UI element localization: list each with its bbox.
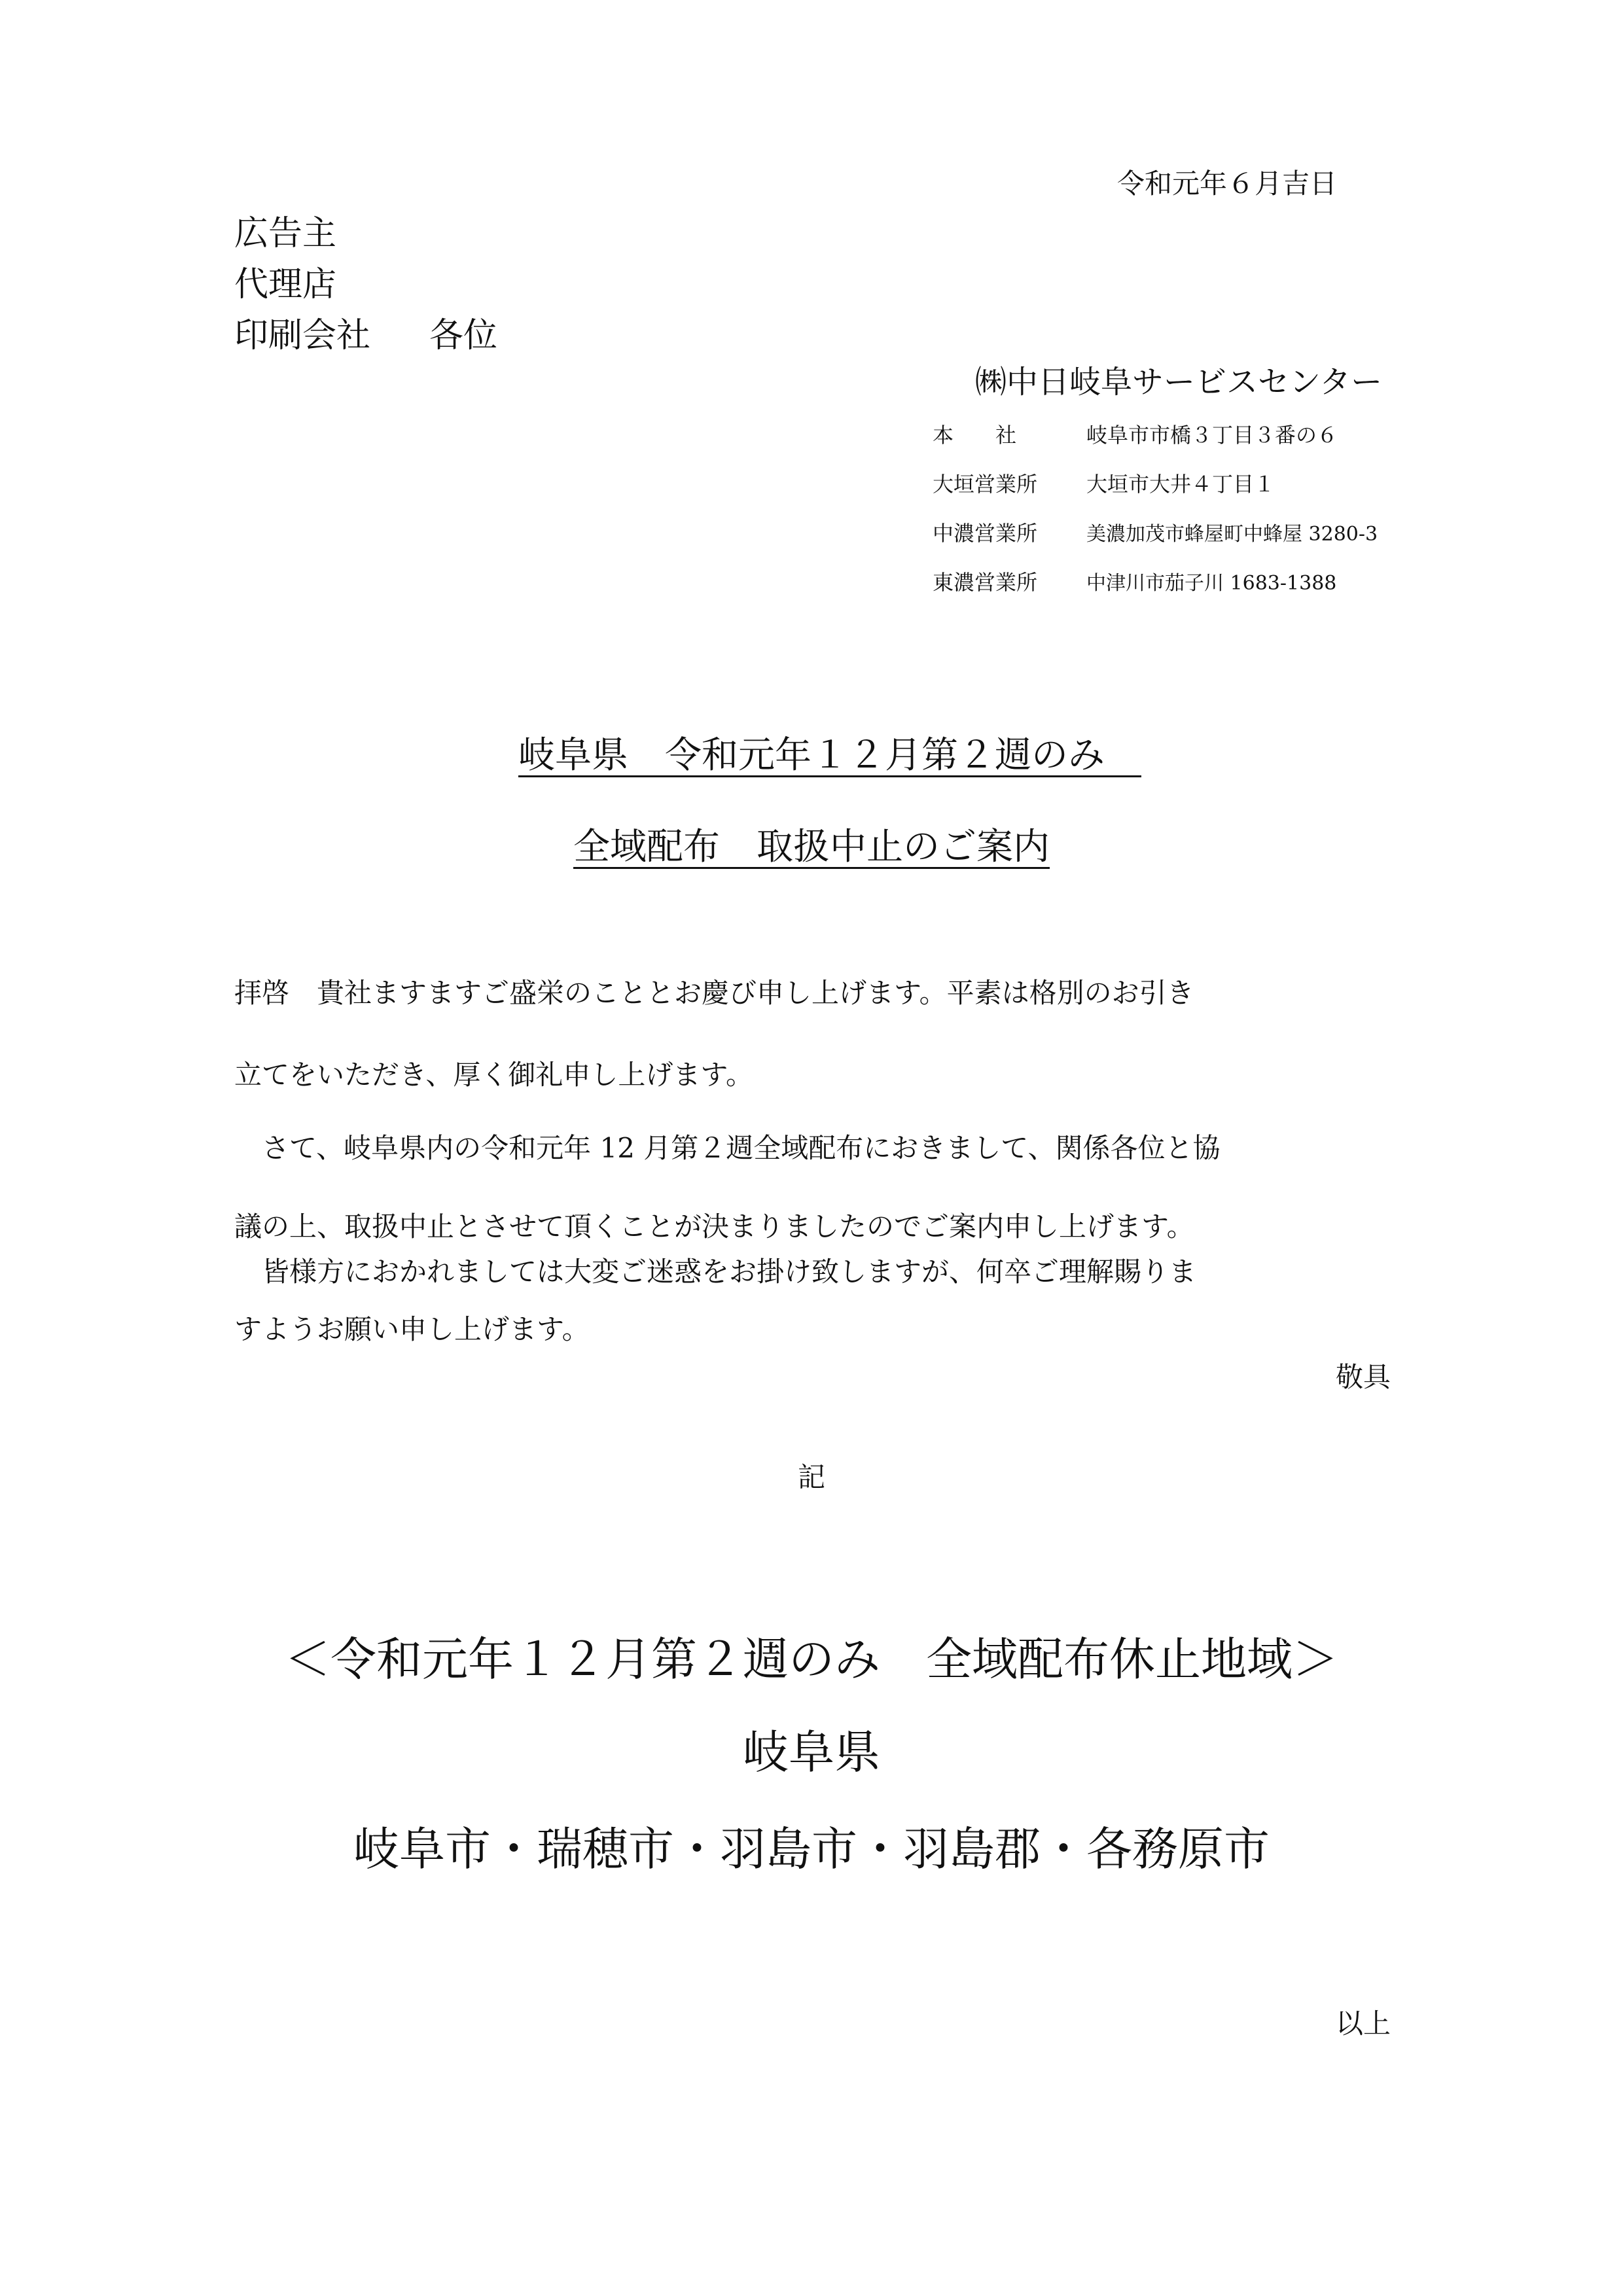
company-name: ㈱中日岐阜サービスセンター bbox=[975, 364, 1383, 400]
paragraph-announcement bbox=[234, 1109, 1399, 1266]
notice-heading: ＜令和元年１２月第２週のみ 全域配布休止地域＞ bbox=[285, 1633, 1338, 1686]
office-list bbox=[933, 409, 1378, 605]
paragraph-line: 立てをいただき、厚く御礼申し上げます。 bbox=[234, 1059, 753, 1091]
office-name: 東濃営業所 bbox=[933, 569, 1038, 595]
paragraph-line: 皆様方におかれましては大変ご迷惑をお掛け致しますが、何卒ご理解賜りま bbox=[234, 1256, 1197, 1288]
recipient-advertiser: 広告主 bbox=[234, 214, 337, 253]
office-row bbox=[933, 458, 1378, 507]
office-row bbox=[933, 556, 1378, 605]
paragraph-line: さて、岐阜県内の令和元年 12 月第２週全域配布におきまして、関係各位と協 bbox=[234, 1132, 1221, 1164]
issue-date: 令和元年６月吉日 bbox=[1116, 168, 1337, 200]
recipient-agency: 代理店 bbox=[234, 265, 337, 304]
office-address: 岐阜市市橋３丁目３番の６ bbox=[1086, 422, 1338, 448]
notice-prefecture: 岐阜県 bbox=[743, 1725, 880, 1779]
paragraph-line: すようお願い申し上げます。 bbox=[234, 1313, 590, 1345]
paragraph-greeting bbox=[234, 952, 1399, 1116]
paragraph-line: 議の上、取扱中止とさせて頂くことが決まりましたのでご案内申し上げます。 bbox=[234, 1210, 1194, 1243]
recipient-printer-row bbox=[234, 310, 497, 361]
title-line-1-text: 岐阜県 令和元年１２月第２週のみ bbox=[518, 734, 1141, 777]
office-row bbox=[933, 409, 1378, 458]
title-line-1 bbox=[0, 726, 1623, 779]
title-line-2 bbox=[0, 818, 1623, 870]
closing-word: 敬具 bbox=[1335, 1361, 1391, 1393]
office-name: 本 社 bbox=[933, 422, 1017, 448]
end-marker: 以上 bbox=[1335, 2007, 1391, 2040]
recipient-suffix: 各位 bbox=[429, 316, 498, 355]
title-line-2-text: 全域配布 取扱中止のご案内 bbox=[573, 826, 1050, 868]
recipient-printer: 印刷会社 bbox=[234, 316, 371, 355]
office-row bbox=[933, 507, 1378, 556]
ki-marker: 記 bbox=[797, 1461, 825, 1493]
office-address: 大垣市大井４丁目１ bbox=[1086, 471, 1275, 497]
notice-areas: 岐阜市・瑞穂市・羽島市・羽島郡・各務原市 bbox=[353, 1822, 1270, 1876]
recipients-block bbox=[234, 208, 497, 361]
paragraph-line: 拝啓 貴社ますますご盛栄のこととお慶び申し上げます。平素は格別のお引き bbox=[234, 977, 1194, 1009]
office-name: 中濃営業所 bbox=[933, 520, 1038, 546]
office-address: 美濃加茂市蜂屋町中蜂屋 3280-3 bbox=[1086, 522, 1378, 546]
office-address: 中津川市茄子川 1683-1388 bbox=[1086, 571, 1337, 595]
office-name: 大垣営業所 bbox=[933, 471, 1038, 497]
paragraph-apology bbox=[234, 1243, 1399, 1358]
